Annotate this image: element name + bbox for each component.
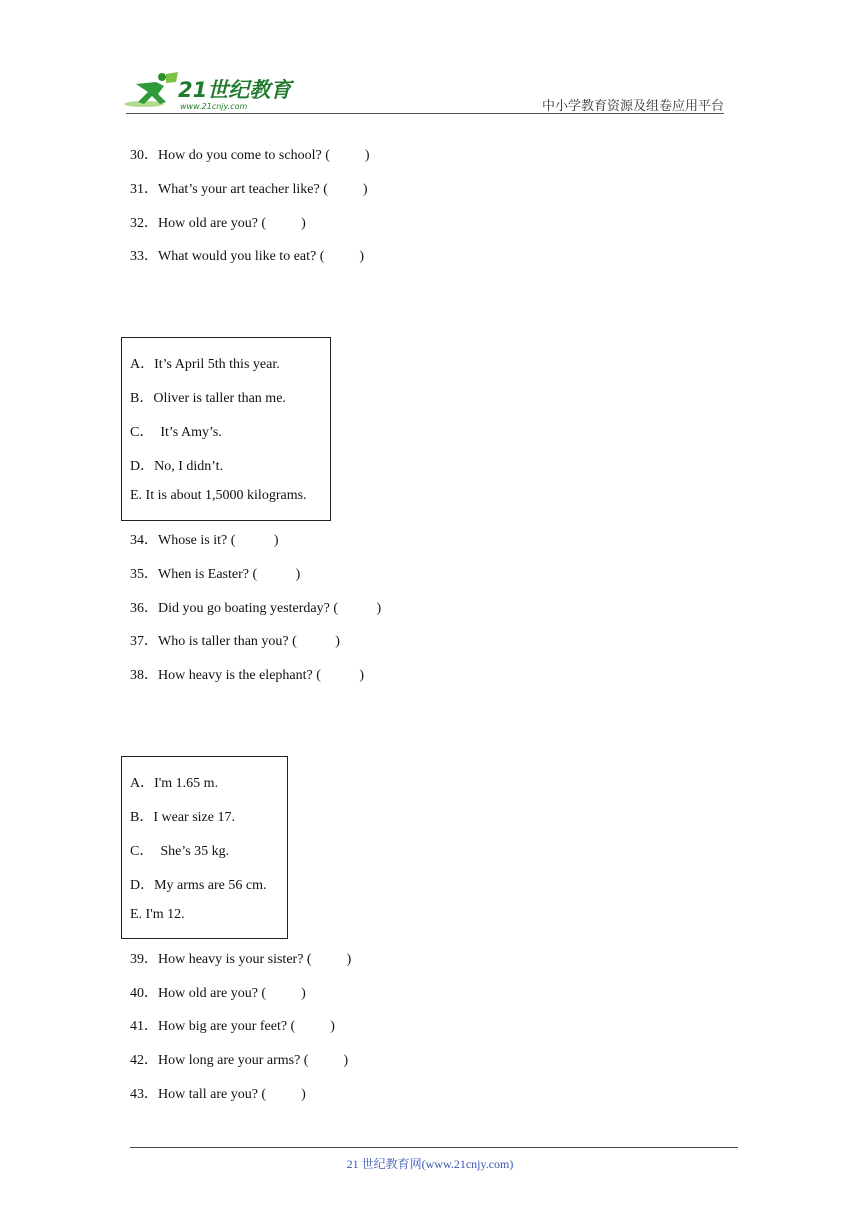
question-34: 34．Whose is it? ( ) <box>130 533 279 548</box>
question-30: 30．How do you come to school? ( ) <box>130 148 370 163</box>
logo-url: www.21cnjy.com <box>180 102 248 111</box>
question-37: 37．Who is taller than you? ( ) <box>130 634 340 649</box>
option-b: B．I wear size 17. <box>130 810 235 825</box>
question-40: 40．How old are you? ( ) <box>130 986 306 1001</box>
question-32: 32．How old are you? ( ) <box>130 216 306 231</box>
header-divider <box>126 113 724 114</box>
option-e: E. It is about 1,5000 kilograms. <box>130 488 307 503</box>
option-c: C． It’s Amy’s. <box>130 425 222 440</box>
option-a: A．I'm 1.65 m. <box>130 776 219 791</box>
option-a: A．It’s April 5th this year. <box>130 357 280 372</box>
option-c: C． She’s 35 kg. <box>130 844 230 859</box>
site-logo <box>122 70 297 114</box>
option-e: E. I'm 12. <box>130 907 185 922</box>
question-39: 39．How heavy is your sister? ( ) <box>130 952 352 967</box>
logo-text: 21世纪教育 <box>178 78 292 102</box>
header-platform-text: 中小学教育资源及组卷应用平台 <box>541 99 724 114</box>
question-43: 43．How tall are you? ( ) <box>130 1087 306 1102</box>
footer-divider <box>130 1147 738 1148</box>
question-42: 42．How long are your arms? ( ) <box>130 1053 349 1068</box>
option-d: D．No, I didn’t. <box>130 459 224 474</box>
question-38: 38．How heavy is the elephant? ( ) <box>130 668 365 683</box>
footer-link[interactable]: 21 世纪教育网(www.21cnjy.com) <box>346 1157 514 1171</box>
question-33: 33．What would you like to eat? ( ) <box>130 249 365 264</box>
option-d: D．My arms are 56 cm. <box>130 878 267 893</box>
runner-logo-icon <box>122 70 297 114</box>
question-41: 41．How big are your feet? ( ) <box>130 1019 335 1034</box>
question-35: 35．When is Easter? ( ) <box>130 567 301 582</box>
question-36: 36．Did you go boating yesterday? ( ) <box>130 601 382 616</box>
question-31: 31．What’s your art teacher like? ( ) <box>130 182 368 197</box>
option-b: B．Oliver is taller than me. <box>130 391 286 406</box>
